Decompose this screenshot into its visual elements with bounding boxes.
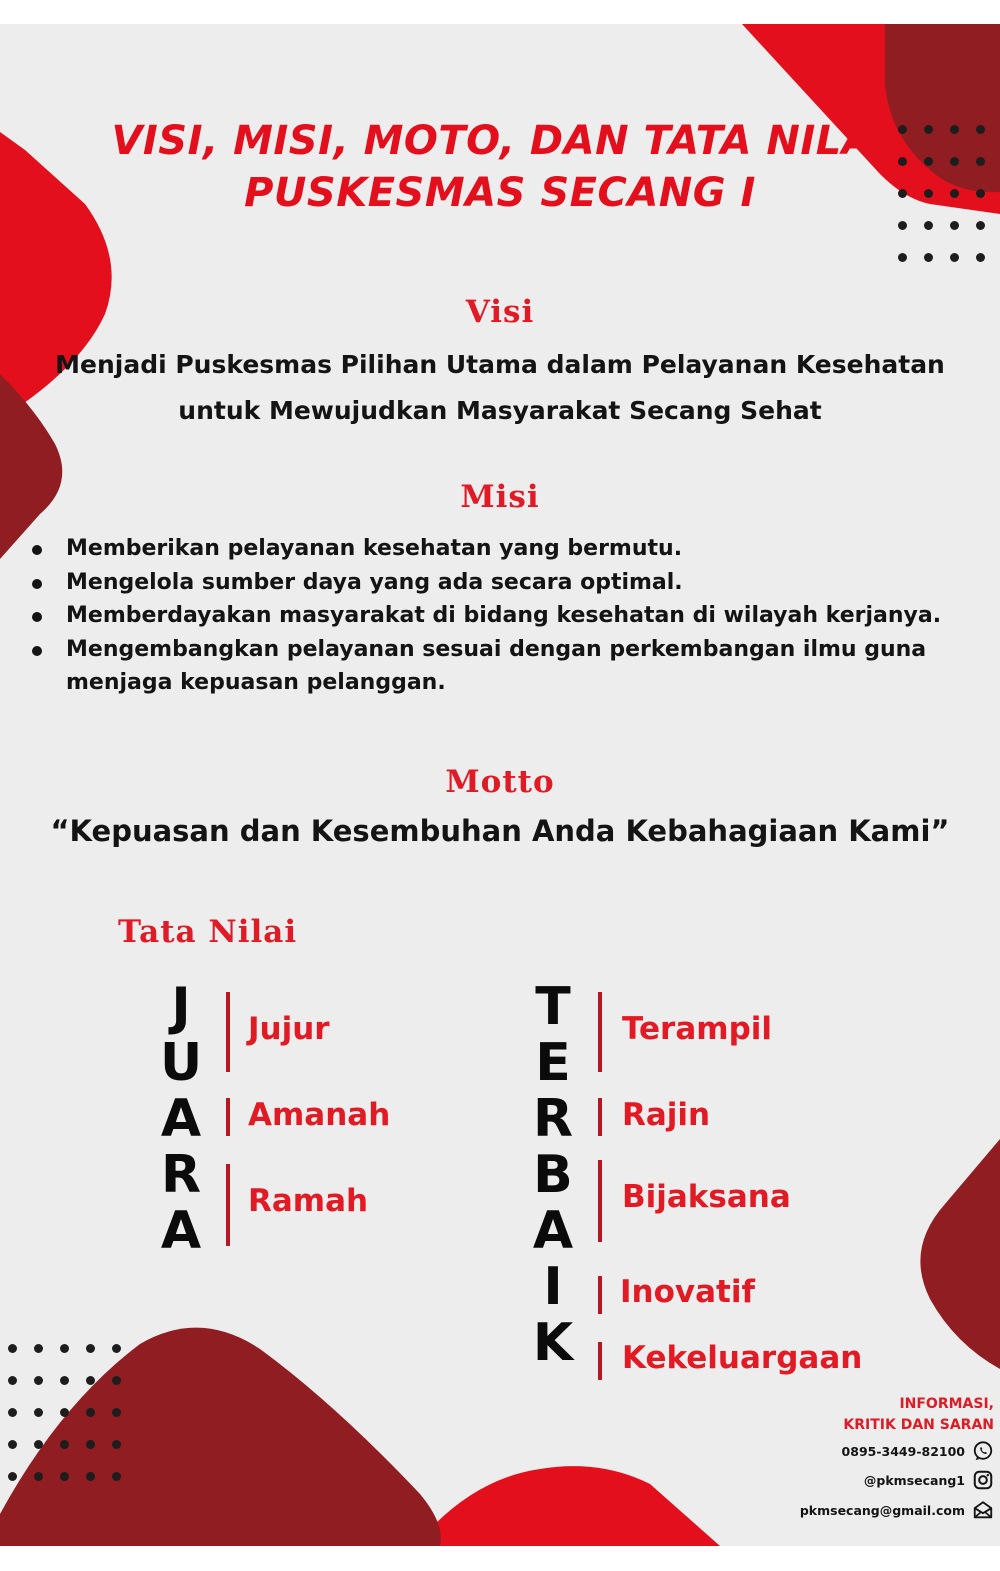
divider-bar: [226, 1098, 230, 1136]
poster: [0, 24, 1000, 1546]
dot-grid-bottom-left: [8, 1344, 128, 1484]
acronym-letter: U: [160, 1033, 203, 1093]
value-jujur: Jujur: [248, 1011, 330, 1047]
value-rajin: Rajin: [622, 1097, 711, 1133]
acronym-letter: A: [160, 1089, 202, 1149]
contact-heading-line-1: INFORMASI,: [899, 1396, 994, 1412]
value-amanah: Amanah: [248, 1097, 391, 1133]
divider-bar: [598, 1342, 602, 1380]
acronym-letter: A: [532, 1201, 574, 1261]
acronym-letter: A: [160, 1201, 202, 1261]
misi-item: Mengembangkan pelayanan sesuai dengan perkembangan ilmu guna menjaga kepuasan pelanggan.: [28, 633, 988, 700]
contact-phone-row: [842, 1438, 994, 1464]
acronym-letter: E: [535, 1033, 571, 1093]
whatsapp-icon: [972, 1440, 994, 1462]
contact-instagram[interactable]: @pkmsecang1: [863, 1472, 965, 1488]
terbaik-acronym: [532, 979, 574, 1371]
contact-instagram-row: [864, 1467, 994, 1493]
acronym-letter: I: [543, 1257, 563, 1317]
misi-item: Mengelola sumber daya yang ada secara optimal.: [28, 566, 988, 600]
tata-nilai-heading: Tata Nilai: [118, 914, 298, 950]
contact-email-row: [800, 1497, 994, 1523]
divider-bar: [598, 992, 602, 1072]
juara-acronym: [160, 979, 202, 1259]
contact-heading-line-2: KRITIK DAN SARAN: [843, 1417, 994, 1433]
visi-text-line-1: Menjadi Puskesmas Pilihan Utama dalam Pelayanan Kesehatan: [55, 350, 945, 379]
misi-item: Memberdayakan masyarakat di bidang kesehatan di wilayah kerjanya.: [28, 599, 988, 633]
acronym-letter: J: [171, 977, 191, 1037]
misi-list: [28, 532, 988, 700]
value-ramah: Ramah: [248, 1183, 369, 1219]
page-title-line-1: VISI, MISI, MOTO, DAN TATA NILAI: [111, 118, 889, 164]
visi-text-line-2: untuk Mewujudkan Masyarakat Secang Sehat: [178, 396, 822, 425]
divider-bar: [226, 1164, 230, 1246]
contact-heading: [843, 1394, 994, 1436]
acronym-letter: K: [532, 1313, 574, 1373]
acronym-letter: B: [533, 1145, 573, 1205]
motto-heading: Motto: [445, 764, 555, 800]
contact-email[interactable]: pkmsecang@gmail.com: [799, 1502, 965, 1518]
misi-heading: Misi: [460, 479, 540, 515]
value-terampil: Terampil: [622, 1011, 773, 1047]
bottom-red-shape: [415, 1466, 720, 1546]
divider-bar: [598, 1276, 602, 1314]
motto-text: “Kepuasan dan Kesembuhan Anda Kebahagiaan Kami”: [50, 814, 950, 848]
page-title-line-2: PUSKESMAS SECANG I: [244, 170, 756, 216]
acronym-letter: R: [532, 1089, 574, 1149]
value-kekeluargaan: Kekeluargaan: [622, 1340, 863, 1376]
value-bijaksana: Bijaksana: [622, 1179, 791, 1215]
acronym-letter: T: [535, 977, 571, 1037]
divider-bar: [598, 1160, 602, 1242]
right-dark-shape: [920, 1139, 1000, 1369]
acronym-letter: R: [160, 1145, 202, 1205]
divider-bar: [226, 992, 230, 1072]
contact-phone[interactable]: 0895-3449-82100: [841, 1443, 965, 1459]
value-inovatif: Inovatif: [620, 1274, 755, 1310]
instagram-icon: [972, 1469, 994, 1491]
mail-icon: [972, 1499, 994, 1521]
visi-heading: Visi: [465, 294, 535, 330]
divider-bar: [598, 1098, 602, 1136]
misi-item: Memberikan pelayanan kesehatan yang bermutu.: [28, 532, 988, 566]
